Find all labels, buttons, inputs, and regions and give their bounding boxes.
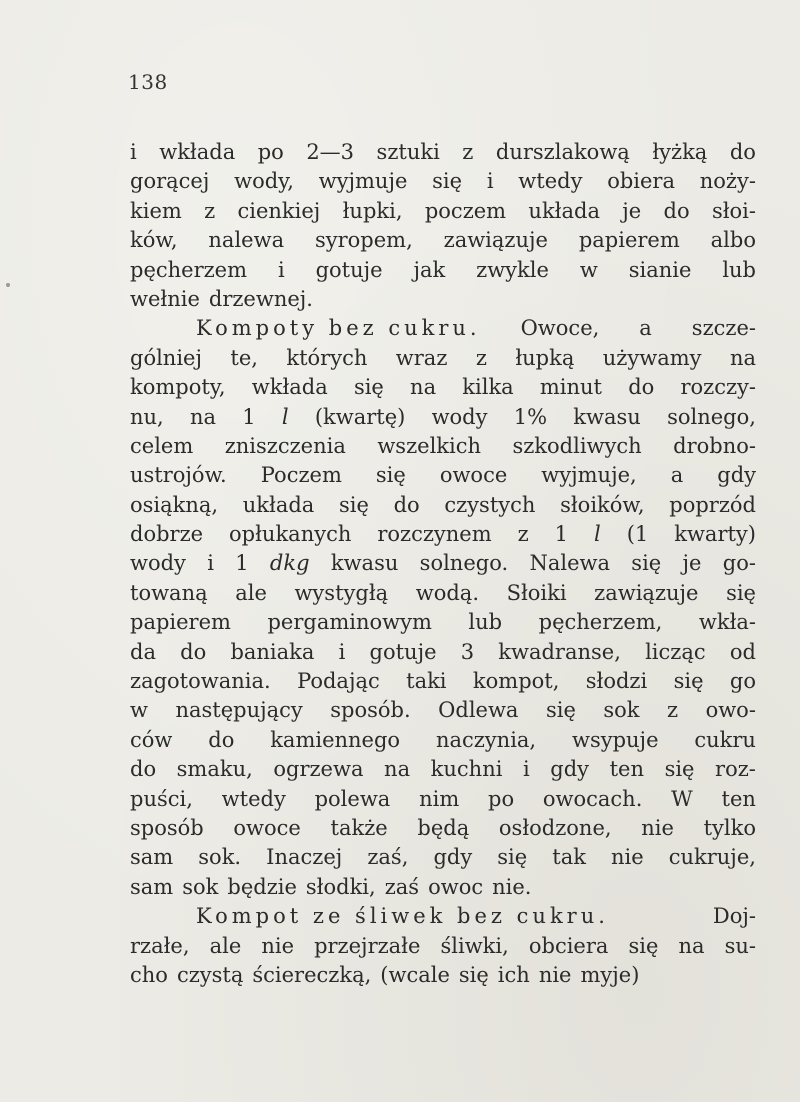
word: gdy bbox=[433, 845, 473, 870]
word: su- bbox=[724, 933, 756, 958]
word: zniszczenia bbox=[224, 433, 346, 458]
word: na bbox=[729, 345, 756, 370]
word: owoce bbox=[233, 815, 301, 840]
word: roz- bbox=[715, 757, 756, 782]
word: wody bbox=[130, 551, 186, 576]
text-line bbox=[130, 403, 756, 432]
word: naczynia, bbox=[435, 727, 537, 752]
word: kwarty) bbox=[674, 522, 756, 547]
word: i bbox=[207, 551, 214, 576]
word: ków, bbox=[130, 228, 178, 253]
word: gotuje bbox=[315, 257, 383, 282]
word: wsypuje bbox=[571, 727, 659, 752]
word: układa bbox=[528, 198, 600, 223]
body-text bbox=[130, 138, 756, 990]
word: te, bbox=[230, 345, 258, 370]
word: kuchni bbox=[430, 757, 503, 782]
text-line bbox=[130, 961, 756, 990]
word: przejrzałe bbox=[314, 933, 421, 958]
word: obiera bbox=[607, 169, 675, 194]
word: zaś, bbox=[367, 845, 409, 870]
word: pergaminowym bbox=[267, 610, 432, 635]
text-line bbox=[130, 843, 756, 872]
word: i bbox=[277, 257, 285, 282]
word: się bbox=[353, 375, 384, 400]
word: kamiennego bbox=[270, 727, 401, 752]
word: szcze- bbox=[691, 316, 756, 341]
word: do bbox=[130, 757, 157, 782]
word: Doj- bbox=[712, 904, 756, 929]
word: szkodliwych bbox=[512, 433, 642, 458]
text-line bbox=[130, 726, 756, 755]
word: ten bbox=[609, 757, 644, 782]
word: sposób. bbox=[330, 698, 411, 723]
word: wkłada bbox=[159, 140, 236, 164]
word: czystą bbox=[176, 962, 244, 987]
word: zagotowania. bbox=[130, 669, 271, 694]
word: się bbox=[664, 757, 695, 782]
word: wraz bbox=[395, 345, 448, 370]
word: się bbox=[545, 698, 576, 723]
word: czystych bbox=[444, 492, 536, 517]
word: gdy bbox=[550, 757, 590, 782]
text-line bbox=[130, 608, 756, 637]
word: ich bbox=[497, 962, 530, 987]
word: wtedy bbox=[221, 786, 286, 811]
word: Inaczej bbox=[266, 845, 343, 870]
word: 1 bbox=[242, 404, 256, 429]
word: owoc bbox=[428, 874, 484, 899]
word: w bbox=[579, 257, 598, 282]
word: nie bbox=[261, 933, 295, 958]
word: owoce bbox=[439, 463, 508, 488]
text-line bbox=[130, 638, 756, 667]
word: do bbox=[663, 198, 690, 223]
word: się bbox=[375, 463, 406, 488]
text-line bbox=[130, 344, 756, 373]
word: rozczy- bbox=[680, 375, 756, 400]
word: na bbox=[410, 375, 437, 400]
word: sok. bbox=[198, 845, 242, 870]
word: kwasu bbox=[330, 551, 399, 576]
word: i bbox=[486, 169, 494, 194]
word: 1 bbox=[554, 522, 569, 547]
word: i bbox=[130, 140, 137, 164]
word: celem bbox=[130, 433, 194, 458]
word: nie bbox=[538, 962, 572, 987]
word: poczem bbox=[424, 198, 507, 223]
word: łupki, bbox=[342, 198, 403, 223]
word: kilka bbox=[462, 375, 514, 400]
word: się bbox=[673, 669, 704, 694]
word: albo bbox=[710, 228, 756, 253]
word: smaku, bbox=[176, 757, 253, 782]
word: je bbox=[622, 198, 642, 223]
word: wszelkich bbox=[377, 433, 482, 458]
text-line bbox=[130, 373, 756, 402]
word: je bbox=[682, 551, 702, 576]
word: cho bbox=[130, 962, 168, 987]
word: papierem bbox=[578, 228, 680, 253]
word: pęcherzem bbox=[130, 257, 248, 282]
word: jak bbox=[413, 257, 446, 282]
word: Poczem bbox=[260, 463, 342, 488]
word: l bbox=[594, 522, 601, 547]
word: słodki, bbox=[305, 874, 376, 899]
text-line bbox=[130, 579, 756, 608]
word: papierem bbox=[130, 610, 231, 635]
word: na bbox=[384, 757, 411, 782]
word: a bbox=[639, 316, 652, 341]
word: nie bbox=[611, 845, 644, 870]
word: gotuje bbox=[369, 639, 437, 664]
text-line bbox=[130, 314, 756, 343]
word: kompot, bbox=[472, 669, 560, 694]
word: kwasu bbox=[573, 404, 641, 429]
word: tylko bbox=[703, 815, 756, 840]
word: do bbox=[729, 140, 756, 164]
word: wkłada bbox=[251, 375, 328, 400]
word: W bbox=[671, 786, 693, 811]
word: tak bbox=[552, 845, 586, 870]
word: wełnie bbox=[130, 286, 200, 311]
word: po bbox=[488, 786, 515, 811]
word: Podając bbox=[297, 669, 380, 694]
word: dobrze bbox=[130, 522, 204, 547]
word: sztuki bbox=[376, 140, 440, 164]
word: sam bbox=[130, 874, 174, 899]
word: się bbox=[458, 962, 489, 987]
word: owo- bbox=[705, 698, 756, 723]
word: cukru bbox=[694, 727, 756, 752]
word: łupką bbox=[515, 345, 575, 370]
word: do bbox=[180, 639, 207, 664]
word: pęcherzem, bbox=[538, 610, 663, 635]
section-heading: Kompoty bez cukru. bbox=[196, 316, 481, 341]
word: nie bbox=[641, 815, 674, 840]
word: (wcale bbox=[380, 962, 450, 987]
word: sposób bbox=[130, 815, 204, 840]
word: osiąkną, bbox=[130, 492, 219, 517]
word: się bbox=[631, 551, 662, 576]
word: gólniej bbox=[130, 345, 202, 370]
word: układa bbox=[242, 492, 315, 517]
word: licząc bbox=[645, 639, 706, 664]
text-line bbox=[130, 667, 756, 696]
word: minut bbox=[539, 375, 602, 400]
word: (kwartę) bbox=[314, 404, 406, 429]
word: ściereczką, bbox=[252, 962, 372, 987]
text-line bbox=[130, 285, 756, 314]
word: durszlakową bbox=[495, 140, 630, 164]
word: będą bbox=[417, 815, 470, 840]
text-line bbox=[130, 873, 756, 902]
word: następujący bbox=[175, 698, 303, 723]
text-line bbox=[130, 461, 756, 490]
word: opłukanych bbox=[229, 522, 352, 547]
word: wkła- bbox=[698, 610, 756, 635]
word: drzewnej. bbox=[208, 286, 313, 311]
word: po bbox=[257, 140, 284, 164]
word: i bbox=[338, 639, 346, 664]
word: których bbox=[286, 345, 368, 370]
word: do bbox=[393, 492, 420, 517]
word: syropem, bbox=[314, 228, 413, 253]
word: drobno- bbox=[673, 433, 756, 458]
word: na bbox=[678, 933, 705, 958]
word: zawiązuje bbox=[443, 228, 548, 253]
word: z bbox=[462, 140, 474, 164]
word: do bbox=[208, 727, 235, 752]
word: Nalewa bbox=[529, 551, 610, 576]
word: gorącej bbox=[130, 169, 210, 194]
word: na bbox=[189, 404, 217, 429]
word: nalewa bbox=[208, 228, 285, 253]
word: sok bbox=[603, 698, 640, 723]
word: słoików, bbox=[560, 492, 645, 517]
word: da bbox=[130, 639, 156, 664]
word: od bbox=[729, 639, 756, 664]
word: słoi- bbox=[711, 198, 756, 223]
word: owocach. bbox=[542, 786, 643, 811]
word: używamy bbox=[602, 345, 702, 370]
word: go- bbox=[722, 551, 756, 576]
word: kompoty, bbox=[130, 375, 226, 400]
text-line bbox=[130, 696, 756, 725]
word: nu, bbox=[130, 404, 164, 429]
word: sam bbox=[130, 845, 174, 870]
text-line bbox=[130, 256, 756, 285]
word: 1% bbox=[513, 404, 548, 429]
word: kwadranse, bbox=[498, 639, 621, 664]
word: 2—3 bbox=[306, 140, 355, 164]
word: polewa bbox=[314, 786, 391, 811]
word: się bbox=[497, 845, 528, 870]
word: z bbox=[475, 345, 487, 370]
word: wodą. bbox=[415, 580, 479, 605]
word: łyżką bbox=[652, 140, 708, 164]
text-line bbox=[130, 491, 756, 520]
word: dkg bbox=[269, 551, 310, 576]
section-heading: Kompot ze śliwek bez cukru. bbox=[196, 904, 609, 929]
word: z bbox=[204, 198, 216, 223]
word: wyjmuje bbox=[318, 169, 408, 194]
word: wystygłą bbox=[294, 580, 389, 605]
word: będzie bbox=[227, 874, 297, 899]
word: solnego, bbox=[667, 404, 756, 429]
word: 3 bbox=[460, 639, 475, 664]
word: Słoiki bbox=[506, 580, 567, 605]
word: puści, bbox=[130, 786, 193, 811]
word: ustrojów. bbox=[130, 463, 227, 488]
text-line bbox=[130, 814, 756, 843]
word: wody, bbox=[234, 169, 294, 194]
text-line bbox=[130, 197, 756, 226]
word: ale bbox=[235, 580, 267, 605]
text-line bbox=[130, 902, 756, 931]
word: taki bbox=[406, 669, 447, 694]
word: a bbox=[670, 463, 684, 488]
word: ców bbox=[130, 727, 173, 752]
word: solnego. bbox=[419, 551, 509, 576]
word: zawiązuje bbox=[594, 580, 699, 605]
text-line bbox=[130, 226, 756, 255]
word: 1 bbox=[235, 551, 249, 576]
word: l bbox=[281, 404, 289, 429]
word: obciera bbox=[528, 933, 609, 958]
word: lub bbox=[468, 610, 503, 635]
word: słodzi bbox=[585, 669, 648, 694]
text-line bbox=[130, 138, 756, 167]
word: do bbox=[628, 375, 655, 400]
word: osłodzone, bbox=[498, 815, 612, 840]
word: lub bbox=[722, 257, 756, 282]
word: ogrzewa bbox=[273, 757, 364, 782]
word: poprzód bbox=[669, 492, 756, 517]
word: sianie bbox=[628, 257, 692, 282]
word: myje) bbox=[580, 962, 640, 987]
text-line bbox=[130, 755, 756, 784]
paper-speck bbox=[6, 283, 10, 287]
word: się bbox=[339, 492, 369, 517]
word: zaś bbox=[384, 874, 420, 899]
word: się bbox=[628, 933, 659, 958]
word: Owoce, bbox=[520, 316, 600, 341]
text-line bbox=[130, 167, 756, 196]
word: śliwki, bbox=[440, 933, 509, 958]
word: wyjmuje, bbox=[541, 463, 637, 488]
word: ten bbox=[721, 786, 756, 811]
word: nim bbox=[419, 786, 460, 811]
text-line bbox=[130, 432, 756, 461]
word: wtedy bbox=[518, 169, 583, 194]
word: cukruje, bbox=[668, 845, 756, 870]
word: ale bbox=[209, 933, 242, 958]
word: z bbox=[667, 698, 679, 723]
word: baniaka bbox=[230, 639, 315, 664]
word: i bbox=[523, 757, 530, 782]
text-line bbox=[130, 785, 756, 814]
word: go bbox=[729, 669, 756, 694]
word: się bbox=[432, 169, 463, 194]
text-line bbox=[130, 520, 756, 549]
word: zwykle bbox=[476, 257, 549, 282]
word: także bbox=[330, 815, 388, 840]
word: się bbox=[726, 580, 756, 605]
word: gdy bbox=[717, 463, 756, 488]
word: wody bbox=[431, 404, 488, 429]
word: rozczynem bbox=[377, 522, 492, 547]
word: nie. bbox=[492, 874, 532, 899]
page-number: 138 bbox=[128, 70, 168, 94]
word: noży- bbox=[699, 169, 756, 194]
word: sok bbox=[182, 874, 219, 899]
word: kiem bbox=[130, 198, 182, 223]
word: z bbox=[517, 522, 529, 547]
word: cienkiej bbox=[237, 198, 321, 223]
text-line bbox=[130, 549, 756, 578]
word: (1 bbox=[626, 522, 649, 547]
text-line bbox=[130, 932, 756, 961]
word: rzałe, bbox=[130, 933, 190, 958]
word: towaną bbox=[130, 580, 208, 605]
word: Odlewa bbox=[438, 698, 519, 723]
word: w bbox=[130, 698, 148, 723]
